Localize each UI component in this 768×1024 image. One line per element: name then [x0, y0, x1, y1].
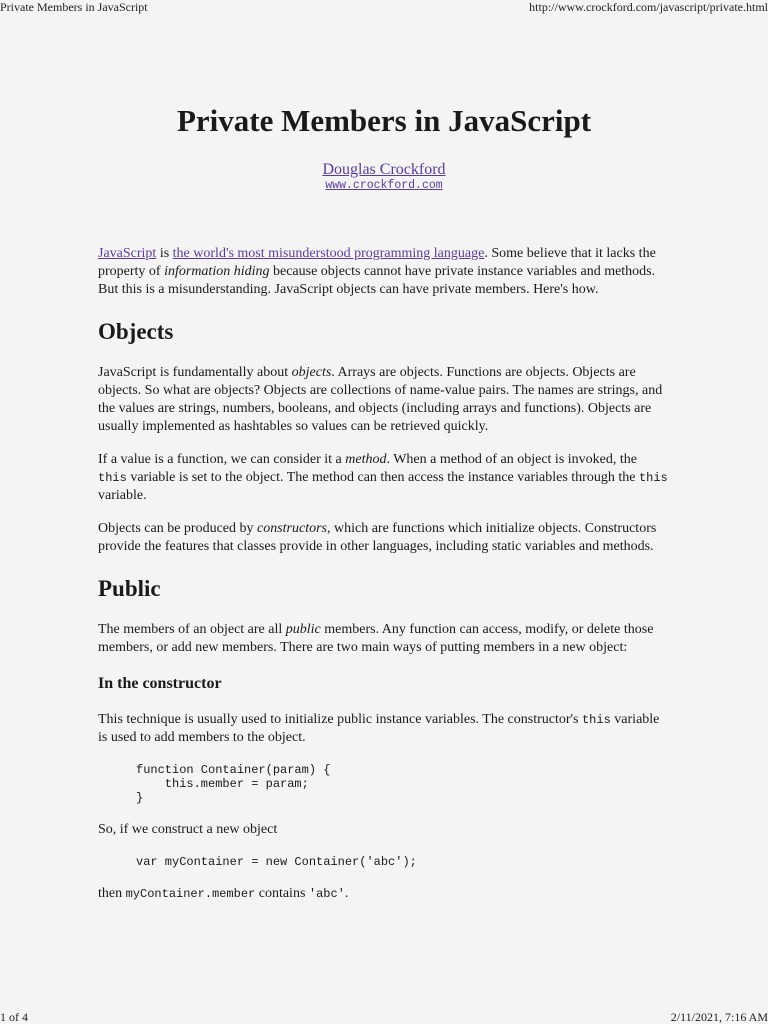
page-title: Private Members in JavaScript	[176, 103, 592, 138]
public-paragraph-1: The members of an object are all public members. Any function can access, modify, or delete those members, or add new members. There are two main ways of putting members in a new object:	[98, 622, 654, 655]
member-paragraph: then myContainer.member contains 'abc'.	[98, 886, 349, 901]
constructor-subheading: In the constructor	[98, 675, 222, 692]
article-body	[98, 245, 668, 903]
public-heading: Public	[98, 576, 161, 601]
javascript-link[interactable]: JavaScript	[98, 246, 157, 261]
author-line	[0, 160, 768, 180]
print-header-url: http://www.crockford.com/javascript/private.html	[529, 0, 768, 14]
objects-paragraph-1: JavaScript is fundamentally about objects. Arrays are objects. Functions are objects. Objects are objects. So what are objects? Objects are collections of name-value pairs. The names are strings, and the values are strings, numbers, booleans, and objects (including arrays and functions). Objects are usually implemented as hashtables so values can be retrieved quickly.	[98, 365, 663, 434]
print-header-title: Private Members in JavaScript	[0, 0, 148, 14]
site-link[interactable]: www.crockford.com	[325, 179, 443, 192]
intro-paragraph: JavaScript is the world's most misunderstood programming language. Some believe that it lacks the property of information hiding because objects cannot have private instance variables and methods. But this is a misunderstanding. JavaScript objects can have private members. Here's how.	[98, 246, 656, 297]
page-indicator: 1 of 4	[0, 1010, 28, 1024]
site-line	[0, 179, 768, 193]
objects-paragraph-2: If a value is a function, we can consider it a method. When a method of an object is invoked, the this variable is set to the object. The method can then access the instance variables through the this variable.	[98, 452, 668, 503]
objects-heading: Objects	[98, 319, 174, 344]
author-link[interactable]: Douglas Crockford	[322, 161, 446, 178]
code-block-new-object: var myContainer = new Container('abc');	[136, 855, 417, 869]
code-block-constructor: function Container(param) { this.member = param; }	[136, 763, 331, 805]
objects-paragraph-3: Objects can be produced by constructors, which are functions which initialize objects. Constructors provide the features that classes provide in other languages, including static variables and methods.	[98, 521, 657, 554]
construct-paragraph: So, if we construct a new object	[98, 822, 278, 837]
misunderstood-link[interactable]: the world's most misunderstood programming language	[172, 246, 485, 261]
print-timestamp: 2/11/2021, 7:16 AM	[670, 1010, 768, 1024]
constructor-paragraph: This technique is usually used to initialize public instance variables. The constructor's this variable is used to add members to the object.	[98, 712, 660, 745]
